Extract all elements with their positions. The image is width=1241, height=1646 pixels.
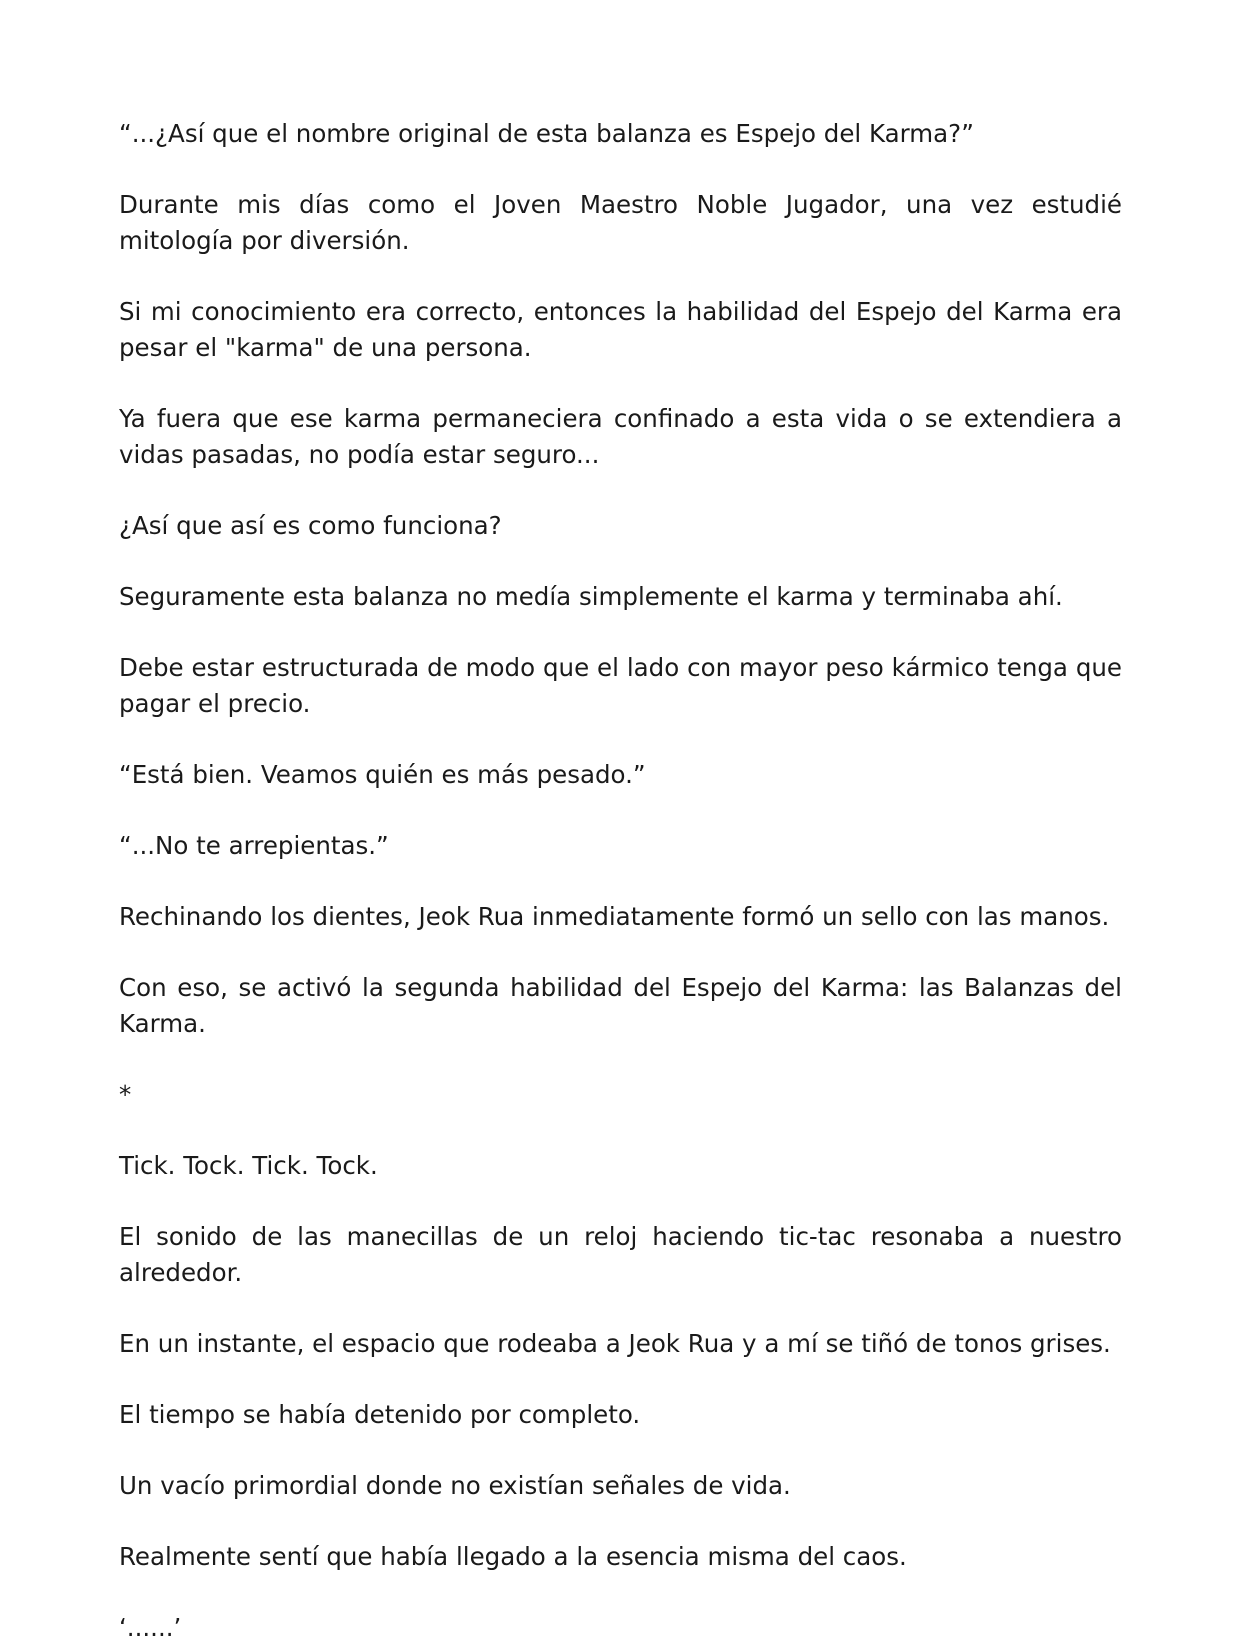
- paragraph: Rechinando los dientes, Jeok Rua inmediatamente formó un sello con las manos.: [119, 902, 1110, 931]
- paragraph: Realmente sentí que había llegado a la esencia misma del caos.: [119, 1542, 907, 1571]
- paragraph: El sonido de las manecillas de un reloj haciendo tic-tac resonaba a nuestro alrededor.: [119, 1222, 1122, 1287]
- paragraph: Durante mis días como el Joven Maestro Noble Jugador, una vez estudié mitología por diversión.: [119, 190, 1122, 255]
- paragraph: Un vacío primordial donde no existían señales de vida.: [119, 1471, 791, 1500]
- paragraph: “Está bien. Veamos quién es más pesado.”: [119, 760, 646, 789]
- paragraph: El tiempo se había detenido por completo.: [119, 1400, 641, 1429]
- paragraph: Debe estar estructurada de modo que el lado con mayor peso kármico tenga que pagar el precio.: [119, 653, 1122, 718]
- paragraph: ‘......’: [119, 1613, 182, 1642]
- paragraph: Tick. Tock. Tick. Tock.: [119, 1151, 378, 1180]
- paragraph: Ya fuera que ese karma permaneciera confinado a esta vida o se extendiera a vidas pasadas, no podía estar seguro...: [119, 404, 1122, 469]
- paragraph: “...¿Así que el nombre original de esta balanza es Espejo del Karma?”: [119, 119, 974, 148]
- scene-break: *: [119, 1080, 132, 1109]
- paragraph: “...No te arrepientas.”: [119, 831, 389, 860]
- paragraph: Seguramente esta balanza no medía simplemente el karma y terminaba ahí.: [119, 582, 1063, 611]
- paragraph: En un instante, el espacio que rodeaba a Jeok Rua y a mí se tiñó de tonos grises.: [119, 1329, 1111, 1358]
- paragraph: Si mi conocimiento era correcto, entonces la habilidad del Espejo del Karma era pesar el "karma" de una persona.: [119, 297, 1122, 362]
- document-body: [119, 116, 1122, 1646]
- paragraph: Con eso, se activó la segunda habilidad del Espejo del Karma: las Balanzas del Karma.: [119, 973, 1122, 1038]
- paragraph: ¿Así que así es como funciona?: [119, 511, 502, 540]
